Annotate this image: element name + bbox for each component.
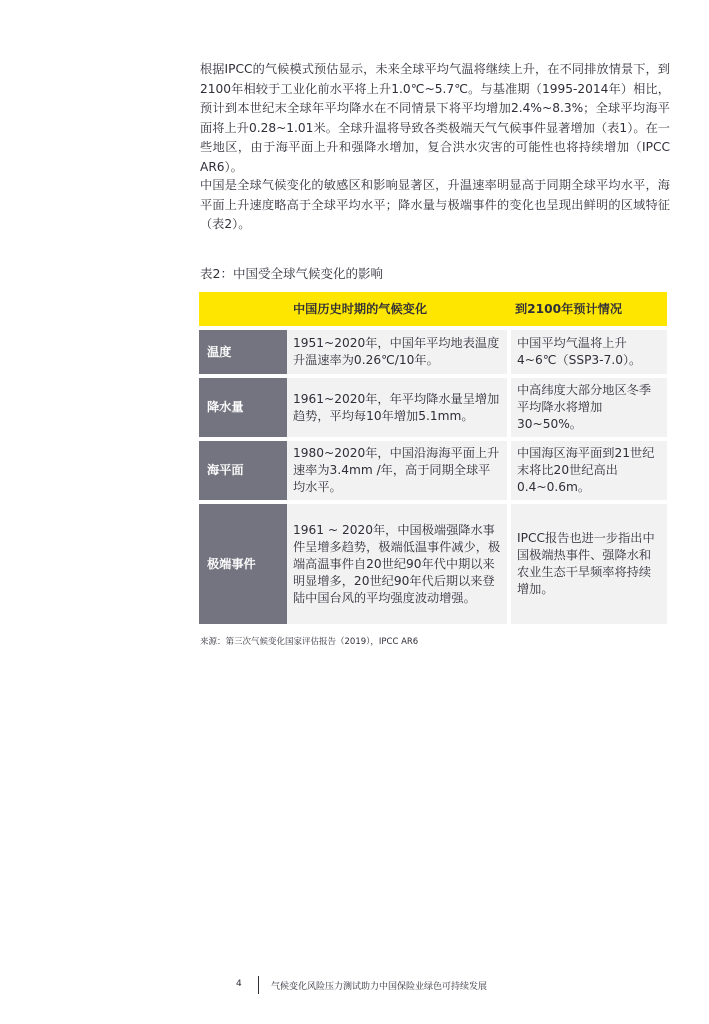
- cell-history: 1961 ~ 2020年，中国极端强降水事件呈增多趋势，极端低温事件减少，极端高温事件自20世纪90年代中期以来明显增多，20世纪90年代后期以来登陆中国台风的平均强度波动增强。: [287, 502, 509, 626]
- table-title: 表2：中国受全球气候变化的影响: [200, 266, 383, 281]
- table-source-note: 来源：第三次气候变化国家评估报告（2019），IPCC AR6: [200, 637, 419, 647]
- table-row: [199, 328, 667, 376]
- table-row: [199, 502, 667, 626]
- body-paragraph-1: 根据IPCC的气候模式预估显示，未来全球平均气温将继续上升，在不同排放情景下，到2100年相较于工业化前水平将上升1.0℃~5.7℃。与基准期（1995-2014年）相比，预计到本世纪末全球年平均降水在不同情景下将平均增加2.4%~8.3%；全球平均海平面将上升0.28~1.01米。全球升温将导致各类极端天气气候事件显著增加（表1）。在一些地区，由于海平面上升和强降水增加，复合洪水灾害的可能性也将持续增加（IPCC AR6）。: [200, 62, 670, 174]
- cell-forecast: 中国平均气温将上升4~6℃（SSP3-7.0）。: [509, 328, 667, 376]
- footer-document-title: 气候变化风险压力测试助力中国保险业绿色可持续发展: [271, 982, 488, 992]
- climate-impact-table: [199, 292, 667, 628]
- cell-forecast: 中国海区海平面到21世纪末将比20世纪高出0.4~0.6m。: [509, 439, 667, 502]
- body-paragraph-2: 中国是全球气候变化的敏感区和影响显著区，升温速率明显高于同期全球平均水平，海平面上升速度略高于全球平均水平；降水量与极端事件的变化也呈现出鲜明的区域特征（表2）。: [200, 178, 670, 232]
- cell-forecast: IPCC报告也进一步指出中国极端热事件、强降水和农业生态干旱频率将持续增加。: [509, 502, 667, 626]
- table-header-forecast: 到2100年预计情况: [509, 292, 667, 328]
- row-label-sea-level: 海平面: [199, 439, 287, 502]
- row-label-extreme-events: 极端事件: [199, 502, 287, 626]
- row-label-precipitation: 降水量: [199, 376, 287, 439]
- table-header-blank: [199, 292, 287, 328]
- table-header-row: [199, 292, 667, 328]
- page-footer: [0, 976, 709, 996]
- table-row: [199, 439, 667, 502]
- footer-divider: [258, 976, 259, 994]
- cell-forecast: 中高纬度大部分地区冬季平均降水将增加30~50%。: [509, 376, 667, 439]
- page-number: 4: [236, 979, 242, 989]
- table-row: [199, 376, 667, 439]
- cell-history: 1961~2020年，年平均降水量呈增加趋势，平均每10年增加5.1mm。: [287, 376, 509, 439]
- table-header-history: 中国历史时期的气候变化: [287, 292, 509, 328]
- cell-history: 1980~2020年，中国沿海海平面上升速率为3.4mm /年，高于同期全球平均水平。: [287, 439, 509, 502]
- row-label-temperature: 温度: [199, 328, 287, 376]
- cell-history: 1951~2020年，中国年平均地表温度升温速率为0.26℃/10年。: [287, 328, 509, 376]
